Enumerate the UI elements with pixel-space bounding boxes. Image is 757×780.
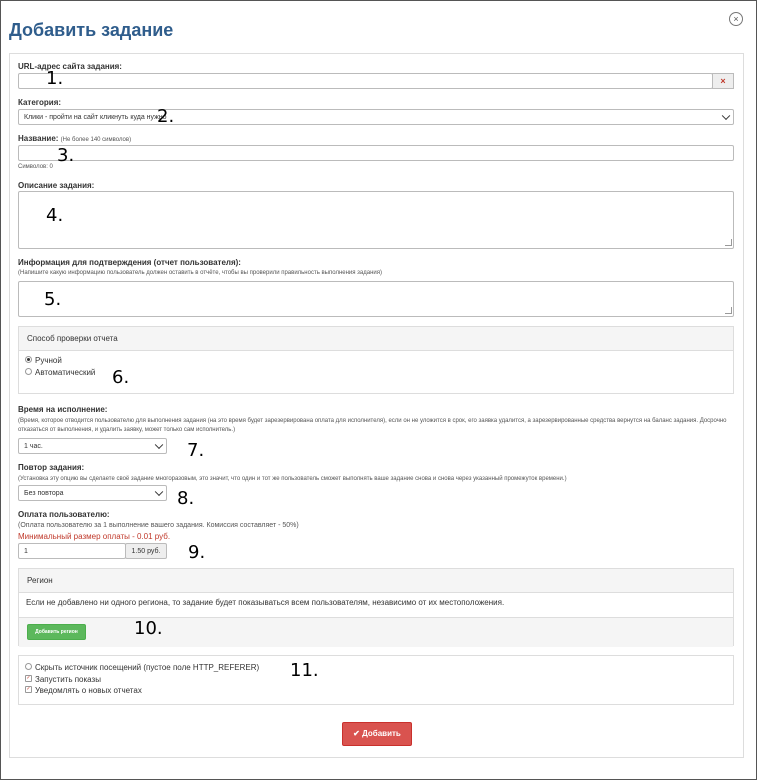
marker-9: 9.	[188, 542, 206, 563]
marker-1: 1.	[46, 68, 64, 89]
confirm-hint: (Напишите какую информацию пользователь должен оставить в отчёте, чтобы вы проверили правильность выполнения задания)	[18, 270, 383, 276]
radio-manual[interactable]	[25, 356, 62, 365]
payment-min-note: Минимальный размер оплаты - 0.01 руб.	[18, 532, 171, 541]
marker-11: 11.	[290, 660, 319, 681]
radio-selected-icon	[25, 356, 32, 363]
checkbox-checked-icon: ✓	[26, 686, 31, 693]
exec-time-label: Время на исполнение:	[18, 405, 108, 414]
close-icon[interactable]: ×	[729, 12, 743, 26]
option-start-shows[interactable]	[25, 675, 101, 684]
option-notify-reports[interactable]	[25, 686, 142, 695]
name-counter: Символов: 0	[18, 164, 53, 170]
exec-time-select[interactable]	[18, 438, 167, 454]
repeat-label: Повтор задания:	[18, 463, 85, 472]
option-hide-referer-label: Скрыть источник посещений (пустое поле HTTP_REFERER)	[35, 663, 260, 672]
clear-url-button[interactable]: ×	[712, 73, 734, 89]
chevron-down-icon	[722, 112, 730, 120]
description-label: Описание задания:	[18, 181, 95, 190]
add-task-button-label: Добавить	[362, 729, 401, 738]
radio-icon	[25, 663, 32, 670]
name-input[interactable]	[18, 145, 734, 161]
description-textarea[interactable]	[18, 191, 734, 249]
option-hide-referer[interactable]	[25, 663, 259, 672]
radio-automatic-label: Автоматический	[35, 368, 96, 377]
repeat-selected-value: Без повтора	[24, 489, 64, 497]
add-task-button[interactable]	[342, 722, 412, 746]
payment-input[interactable]: 1	[18, 543, 126, 559]
marker-10: 10.	[134, 618, 163, 639]
category-label: Категория:	[18, 98, 62, 107]
name-hint: (Не более 140 символов)	[60, 137, 132, 143]
payment-hint: (Оплата пользователю за 1 выполнение вашего задания. Комиссия составляет - 50%)	[18, 522, 299, 529]
dialog-title: Добавить задание	[9, 20, 174, 40]
marker-2: 2.	[157, 106, 175, 127]
marker-7: 7.	[187, 440, 205, 461]
chevron-down-icon	[155, 441, 163, 449]
exec-time-selected-value: 1 час.	[24, 442, 43, 450]
confirm-textarea[interactable]	[18, 281, 734, 317]
region-footer	[19, 617, 733, 647]
category-select[interactable]	[18, 109, 734, 125]
url-input[interactable]	[18, 73, 713, 89]
check-icon: ✔	[353, 729, 360, 738]
confirm-label: Информация для подтверждения (отчет пользователя):	[18, 258, 241, 267]
resize-handle-icon[interactable]	[725, 239, 732, 246]
name-label	[18, 134, 131, 143]
region-box	[18, 568, 734, 646]
chevron-down-icon	[155, 488, 163, 496]
marker-4: 4.	[46, 205, 64, 226]
marker-8: 8.	[177, 488, 195, 509]
option-notify-reports-label: Уведомлять о новых отчетах	[35, 686, 142, 695]
radio-automatic[interactable]	[25, 368, 95, 377]
repeat-hint: (Установка эту опцию вы сделаете своё задание многоразовым, это значит, что один и тот же пользователь сможет выполнять ваше задание снова и снова через указанный промежуток времени.)	[18, 476, 567, 482]
check-method-title: Способ проверки отчета	[19, 327, 733, 351]
payment-total: 1.50 руб.	[125, 543, 167, 559]
radio-manual-label: Ручной	[35, 356, 62, 365]
marker-5: 5.	[44, 289, 62, 310]
checkbox-checked-icon: ✓	[26, 675, 31, 682]
option-start-shows-label: Запустить показы	[35, 675, 101, 684]
payment-label: Оплата пользователю:	[18, 510, 110, 519]
marker-6: 6.	[112, 367, 130, 388]
category-selected-value: Клики - пройти на сайт кликнуть куда нужно	[24, 113, 167, 121]
exec-time-hint: (Время, которое отводится пользователю для выполнения задания (на это время будет зарезервирована оплата для исполнителя), если он не уложится в срок, его заявка удалится, а зарезервированные средства вернутся на баланс задания. Досрочно отказаться от выполнения, и удалить заявку, может только сам исполнитель.)	[18, 418, 727, 433]
resize-handle-icon[interactable]	[725, 307, 732, 314]
add-region-button[interactable]: Добавить регион	[27, 624, 86, 640]
url-label: URL-адрес сайта задания:	[18, 62, 122, 71]
repeat-select[interactable]	[18, 485, 167, 501]
name-label-text: Название:	[18, 134, 59, 143]
radio-icon	[25, 368, 32, 375]
region-text: Если не добавлено ни одного региона, то задание будет показываться всем пользователям, независимо от их местоположения.	[26, 598, 505, 607]
marker-3: 3.	[57, 145, 75, 166]
region-title: Регион	[19, 569, 733, 593]
